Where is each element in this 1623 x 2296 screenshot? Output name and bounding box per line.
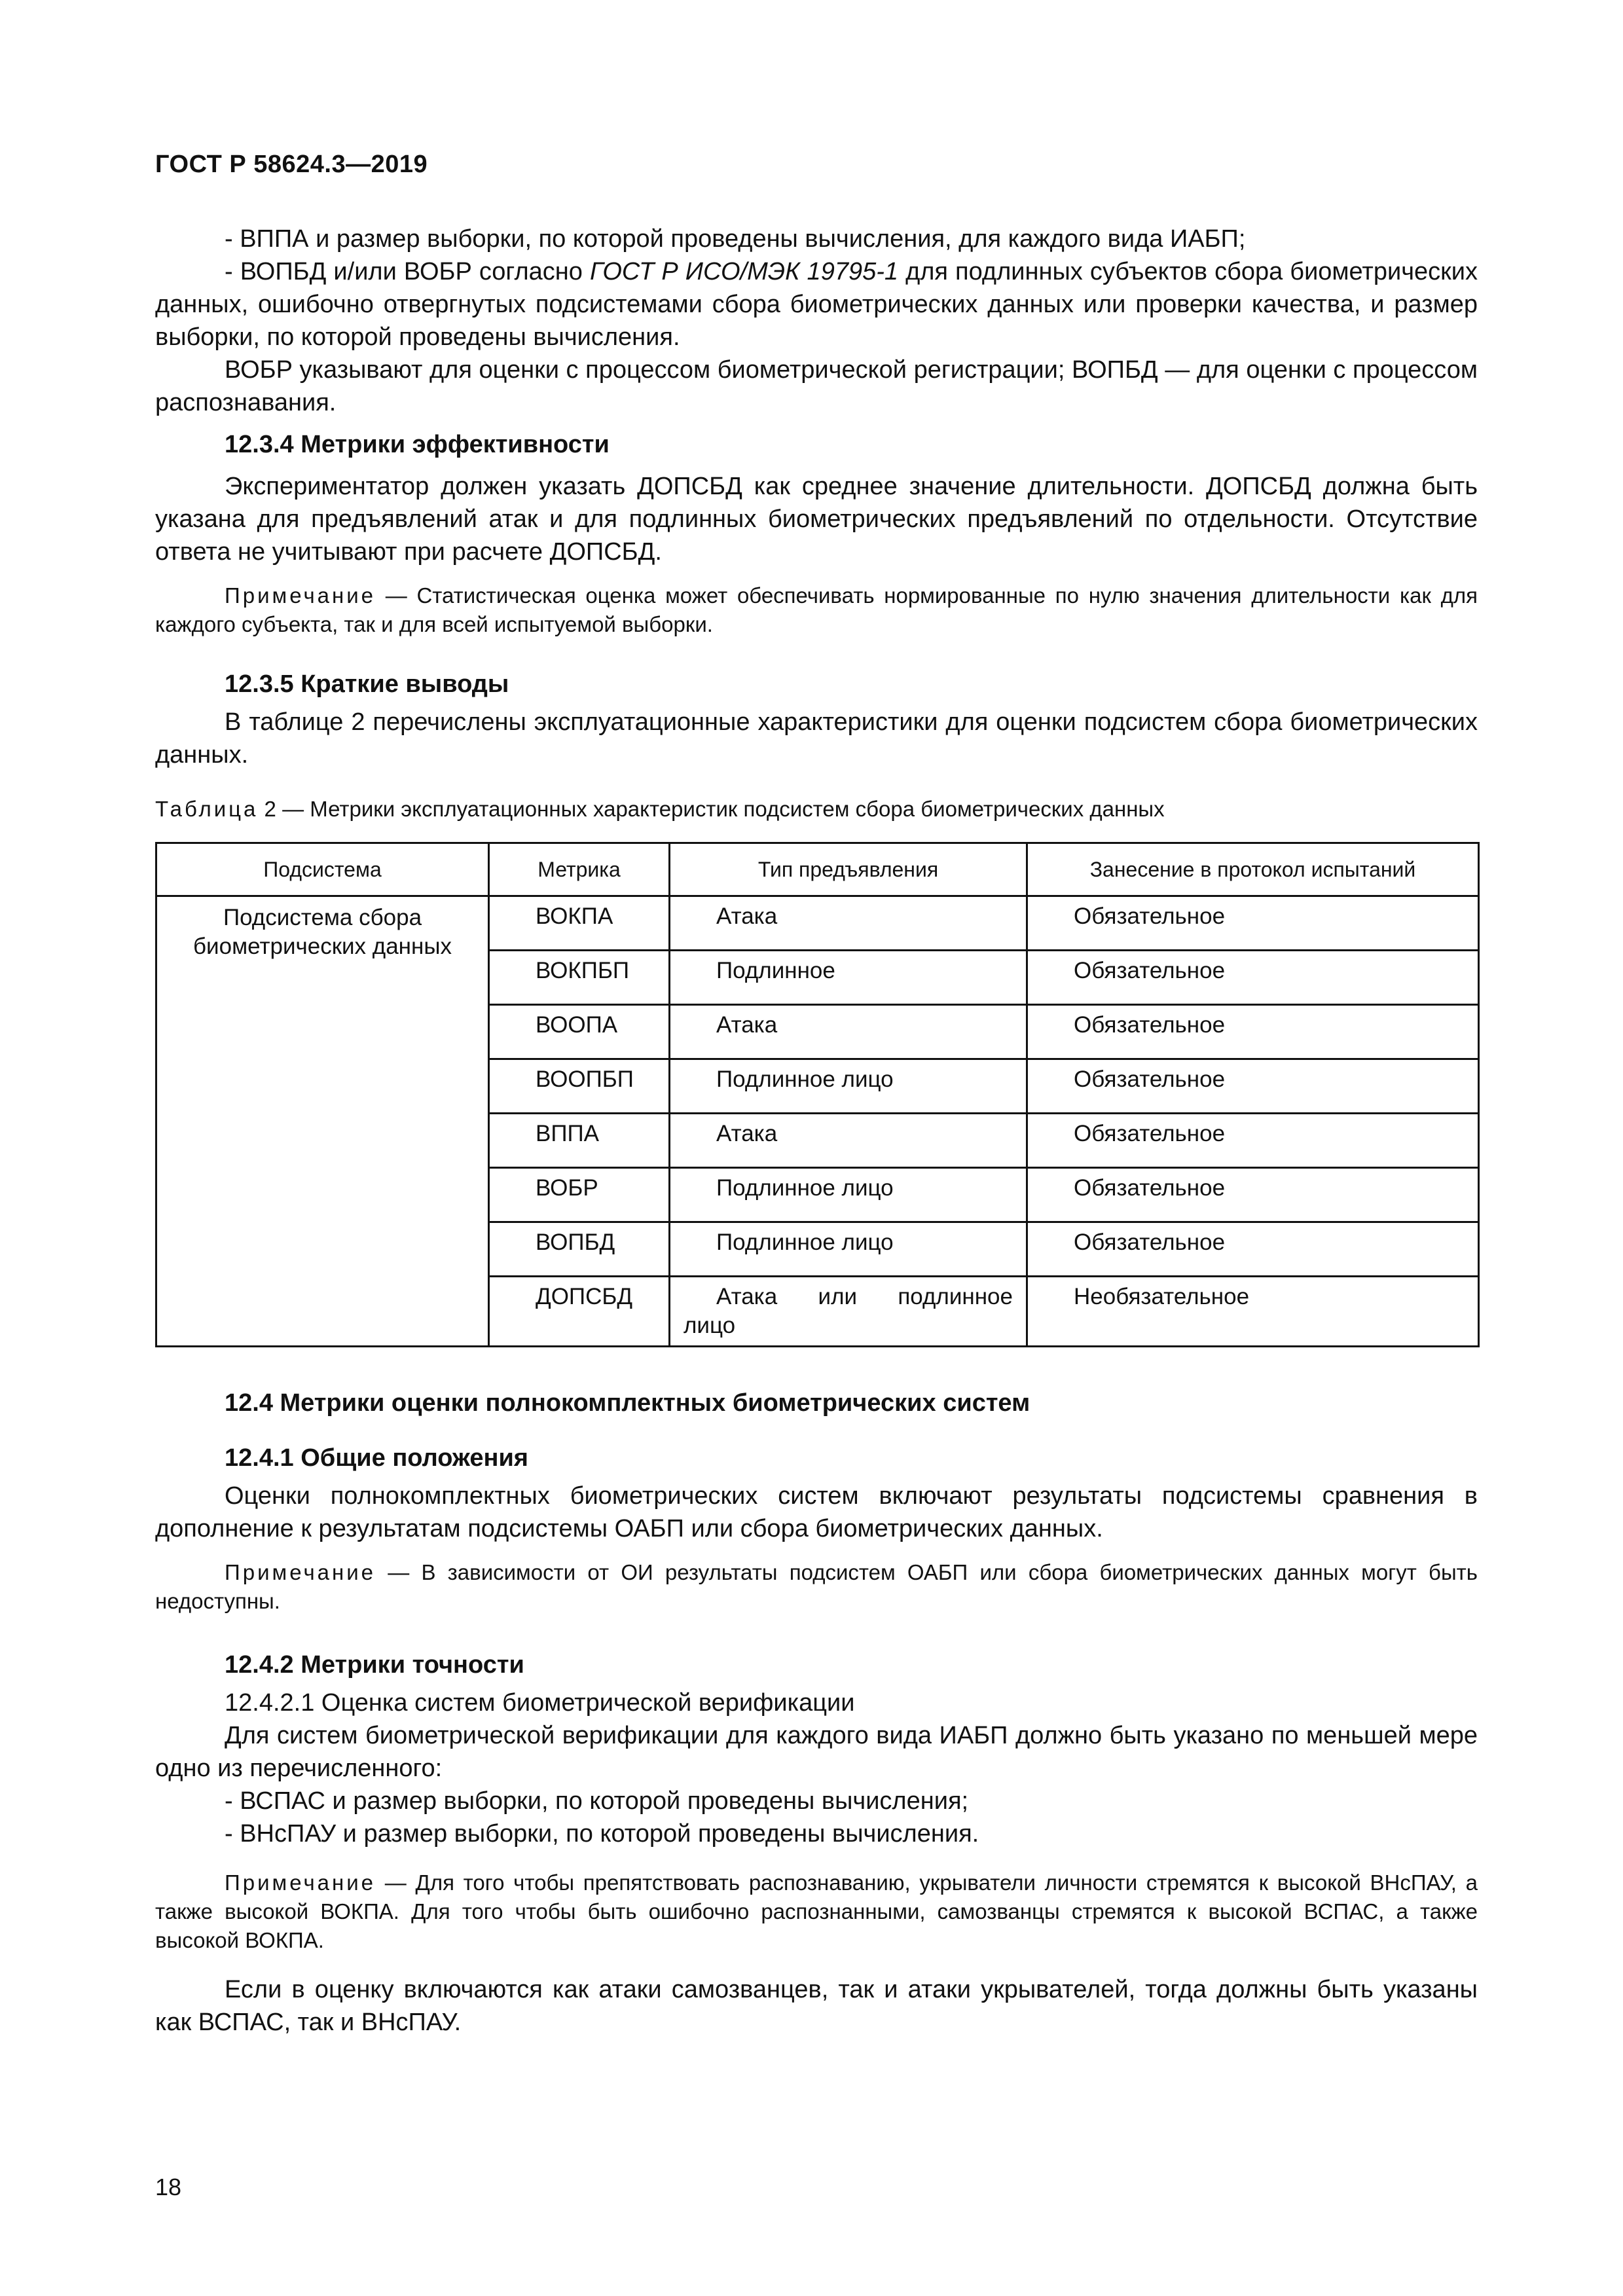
list-item: - ВППА и размер выборки, по которой проведены вычисления, для каждого вида ИАБП; [225,225,1246,253]
table-header-row [156,843,1479,896]
section-heading: 12.3.5 Краткие выводы [225,670,509,698]
paragraph: Экспериментатор должен указать ДОПСБД как среднее значение длительности. ДОПСБД должна быть указана для предъявлений атак и для подлинных биометрических предъявлений по отдельности. Отсутствие ответа не учитывают при расчете ДОПСБД. [155,473,1478,566]
table-row [156,896,1479,951]
paragraph: Оценки полнокомплектных биометрических систем включают результаты подсистемы сравнения в дополнение к результатам подсистемы ОАБП или сбора биометрических данных. [155,1482,1478,1542]
document-header: ГОСТ Р 58624.3—2019 [155,151,428,178]
type-cell: Атака или подлинное лицо [670,1277,1027,1347]
metric-cell: ВОКПБП [489,951,670,1005]
paragraph: В таблице 2 перечислены эксплуатационные характеристики для оценки подсистем сбора биометрических данных. [155,708,1478,769]
type-cell: Подлинное лицо [670,1168,1027,1222]
metric-cell: ВППА [489,1114,670,1168]
section-heading: 12.4.2 Метрики точности [225,1651,524,1679]
record-cell: Обязательное [1027,1222,1479,1277]
metric-cell: ВООПА [489,1005,670,1059]
type-cell: Подлинное лицо [670,1059,1027,1114]
table-caption: Таблица 2 — Метрики эксплуатационных характеристик подсистем сбора биометрических данных [155,797,1165,821]
record-cell: Необязательное [1027,1277,1479,1347]
document-page [155,0,1478,2296]
note: Примечание — В зависимости от ОИ результаты подсистем ОАБП или сбора биометрических данных могут быть недоступны. [155,1560,1478,1613]
section-heading: 12.3.4 Метрики эффективности [225,431,610,458]
page-number: 18 [155,2174,182,2200]
paragraph: Для систем биометрической верификации для каждого вида ИАБП должно быть указано по меньшей мере одно из перечисленного: [155,1722,1478,1782]
note: Примечание — Статистическая оценка может обеспечивать нормированные по нулю значения длительности как для каждого субъекта, так и для всей испытуемой выборки. [155,583,1478,636]
section-heading: 12.4.1 Общие положения [225,1444,528,1472]
list-item: - ВСПАС и размер выборки, по которой проведены вычисления; [225,1787,969,1815]
record-cell: Обязательное [1027,1005,1479,1059]
type-cell: Атака [670,1005,1027,1059]
column-header: Тип предъявления [670,843,1027,896]
metric-cell: ВОКПА [489,896,670,951]
metrics-table [155,842,1480,1347]
section-heading: 12.4 Метрики оценки полнокомплектных биометрических систем [225,1389,1030,1417]
record-cell: Обязательное [1027,1168,1479,1222]
column-header: Метрика [489,843,670,896]
subsection-title: 12.4.2.1 Оценка систем биометрической верификации [225,1689,855,1717]
metric-cell: ВОПБД [489,1222,670,1277]
list-item: - ВНсПАУ и размер выборки, по которой проведены вычисления. [225,1820,979,1848]
column-header: Подсистема [156,843,489,896]
list-item: - ВОПБД и/или ВОБР согласно ГОСТ Р ИСО/МЭК 19795-1 для подлинных субъектов сбора биометрических данных, ошибочно отвергнутых подсистемами сбора биометрических данных или проверки качества, и размер выборки, по которой проведены вычисления. [155,258,1478,351]
record-cell: Обязательное [1027,896,1479,951]
subsystem-cell: Подсистема сбора биометрических данных [156,896,489,1347]
type-cell: Подлинное лицо [670,1222,1027,1277]
metric-cell: ВООПБП [489,1059,670,1114]
type-cell: Атака [670,1114,1027,1168]
record-cell: Обязательное [1027,1114,1479,1168]
note: Примечание — Для того чтобы препятствовать распознаванию, укрыватели личности стремятся к высокой ВНсПАУ, а также высокой ВОКПА. Для того чтобы быть ошибочно распознанными, самозванцы стремятся к высокой ВСПАС, а также высокой ВОКПА. [155,1870,1478,1952]
type-cell: Подлинное [670,951,1027,1005]
metric-cell: ДОПСБД [489,1277,670,1347]
metric-cell: ВОБР [489,1168,670,1222]
standard-reference: ГОСТ Р ИСО/МЭК 19795-1 [589,258,899,285]
column-header: Занесение в протокол испытаний [1027,843,1479,896]
paragraph: Если в оценку включаются как атаки самозванцев, так и атаки укрывателей, тогда должны быть указаны как ВСПАС, так и ВНсПАУ. [155,1976,1478,2036]
paragraph: ВОБР указывают для оценки с процессом биометрической регистрации; ВОПБД — для оценки с процессом распознавания. [155,356,1478,416]
record-cell: Обязательное [1027,951,1479,1005]
page-body [155,223,1478,2039]
type-cell: Атака [670,896,1027,951]
record-cell: Обязательное [1027,1059,1479,1114]
